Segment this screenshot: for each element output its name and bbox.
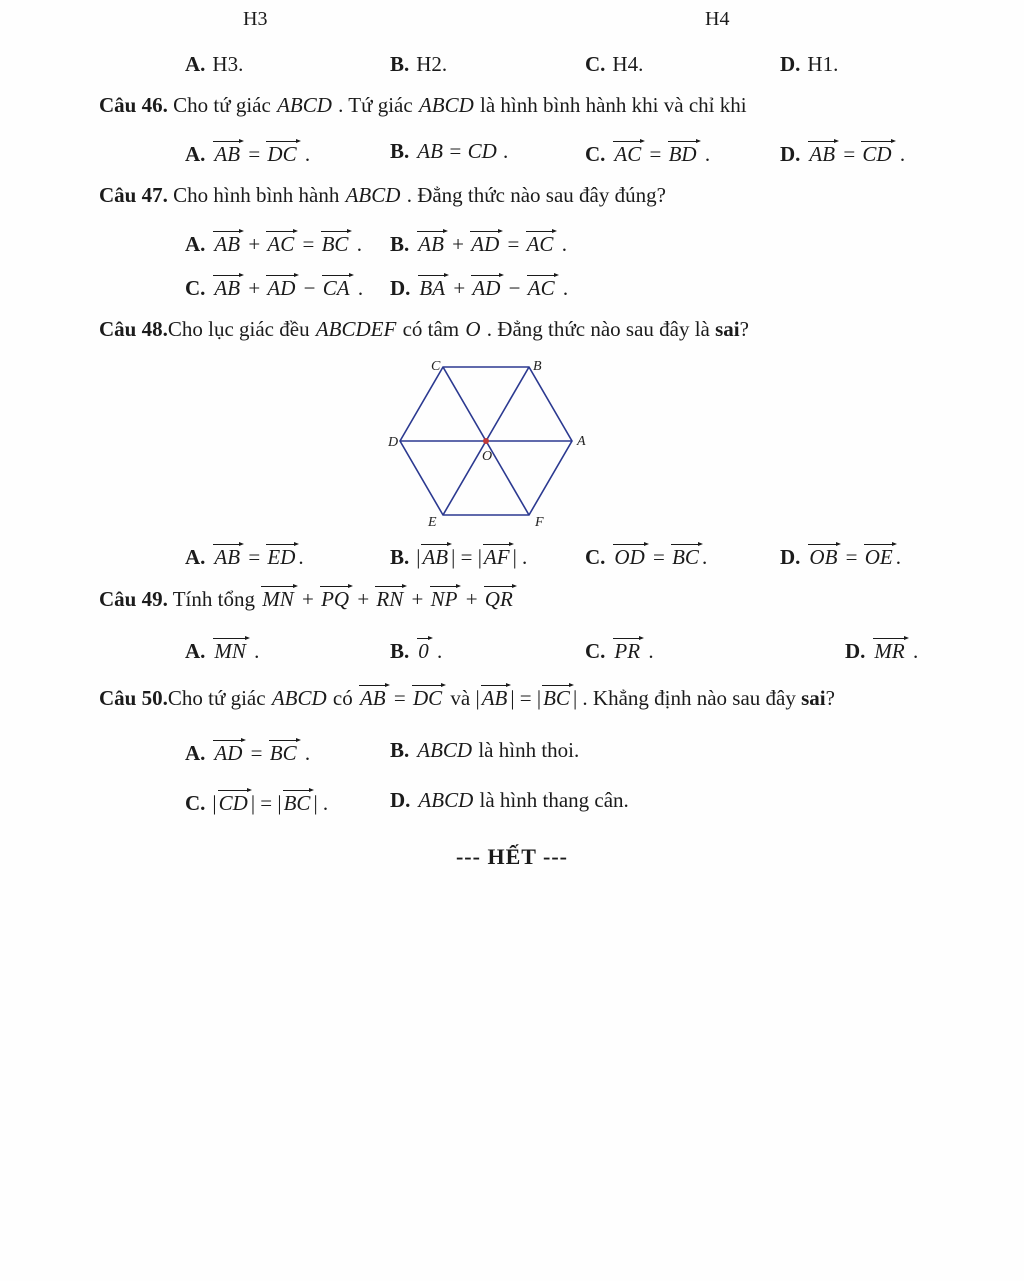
option-48-a xyxy=(185,542,304,570)
question-label: Câu 48. xyxy=(99,317,168,341)
vertex-label-F: F xyxy=(535,515,544,530)
option-prev-b xyxy=(390,52,447,77)
option-letter: B. xyxy=(390,639,410,663)
option-text: AB = CD . xyxy=(807,142,905,166)
option-49-a xyxy=(185,636,259,664)
option-text: H2. xyxy=(416,52,448,76)
option-letter: A. xyxy=(185,142,206,166)
option-letter: A. xyxy=(185,52,206,76)
option-letter: C. xyxy=(185,276,206,300)
question-text: Cho tứ giác ABCD . Tứ giác ABCD là hình bình hành khi và chỉ khi xyxy=(167,93,747,117)
option-text: AD = BC . xyxy=(212,741,310,765)
option-prev-c xyxy=(585,52,643,77)
question-50-options-row2 xyxy=(0,788,1024,832)
option-46-d xyxy=(780,139,905,167)
option-48-b xyxy=(390,542,527,570)
option-letter: A. xyxy=(185,232,206,256)
option-49-b xyxy=(390,636,442,664)
option-text: AB = ED . xyxy=(212,545,303,569)
question-label: Câu 46. xyxy=(99,93,168,117)
option-text: AB = CD . xyxy=(417,139,509,163)
hexagon-vertex-labels xyxy=(388,359,586,530)
figure-label-h4: H4 xyxy=(705,8,730,30)
option-text: H3. xyxy=(212,52,244,76)
question-46-options xyxy=(0,139,1024,183)
option-letter: C. xyxy=(185,791,206,815)
option-text: OD = BC . xyxy=(612,545,707,569)
option-49-d xyxy=(845,636,918,664)
option-letter: D. xyxy=(390,276,411,300)
option-letter: C. xyxy=(585,52,606,76)
option-47-c xyxy=(185,273,363,301)
question-49 xyxy=(99,584,976,613)
figure-label-h3: H3 xyxy=(243,8,268,30)
option-letter: B. xyxy=(390,232,410,256)
option-letter: B. xyxy=(390,738,410,762)
option-letter: D. xyxy=(845,639,866,663)
option-letter: A. xyxy=(185,741,206,765)
option-text: AC = BD . xyxy=(612,142,710,166)
option-letter: B. xyxy=(390,139,410,163)
question-label: Câu 50. xyxy=(99,686,168,710)
option-letter: B. xyxy=(390,52,410,76)
option-46-a xyxy=(185,139,310,167)
option-prev-d xyxy=(780,52,838,77)
option-letter: B. xyxy=(390,545,410,569)
option-47-a xyxy=(185,229,362,257)
option-letter: D. xyxy=(780,142,801,166)
option-text: AB = DC . xyxy=(212,142,310,166)
end-of-exam-marker: --- HẾT --- xyxy=(455,844,569,869)
question-48 xyxy=(99,316,976,343)
option-text: |CD | = |BC | . xyxy=(212,791,328,815)
option-text: ABCD là hình thang cân. xyxy=(418,788,629,812)
question-label: Câu 49. xyxy=(99,587,168,611)
option-text: ABCD là hình thoi. xyxy=(417,738,580,762)
vertex-label-C: C xyxy=(431,359,441,374)
option-text: 0 . xyxy=(416,639,442,663)
option-text: BA + AD − AC . xyxy=(417,276,568,300)
vertex-label-E: E xyxy=(428,515,437,530)
figure-labels-row xyxy=(0,8,1024,52)
option-text: AB + AD = AC . xyxy=(416,232,567,256)
vertex-label-A: A xyxy=(577,434,586,449)
hexagon-figure xyxy=(388,358,588,530)
question-47-options-row1 xyxy=(0,229,1024,273)
vertex-label-B: B xyxy=(533,359,542,374)
vertex-label-D: D xyxy=(388,435,399,450)
option-text: PR . xyxy=(612,639,653,663)
option-50-b xyxy=(390,738,579,763)
option-text: OB = OE . xyxy=(807,545,901,569)
option-letter: A. xyxy=(185,639,206,663)
option-letter: A. xyxy=(185,545,206,569)
option-text: AB + AD − CA . xyxy=(212,276,363,300)
option-text: H1. xyxy=(807,52,839,76)
option-text: MN . xyxy=(212,639,259,663)
option-47-d xyxy=(390,273,568,301)
option-letter: D. xyxy=(390,788,411,812)
option-46-c xyxy=(585,139,710,167)
question-label: Câu 47. xyxy=(99,183,168,207)
option-48-c xyxy=(585,542,707,570)
question-text: Cho hình bình hành ABCD . Đẳng thức nào sau đây đúng? xyxy=(167,183,666,207)
question-50 xyxy=(99,683,976,712)
question-50-options-row1 xyxy=(0,738,1024,782)
question-49-options xyxy=(0,636,1024,680)
option-letter: C. xyxy=(585,545,606,569)
option-50-d xyxy=(390,788,629,813)
option-text: |AB | = |AF | . xyxy=(416,545,527,569)
question-47 xyxy=(99,182,976,209)
option-letter: D. xyxy=(780,545,801,569)
prev-question-options-row xyxy=(0,52,1024,96)
question-text: Cho lục giác đều ABCDEF có tâm O . Đẳng thức nào sau đây là sai? xyxy=(167,317,749,341)
option-48-d xyxy=(780,542,901,570)
question-48-options xyxy=(0,542,1024,586)
center-dot xyxy=(483,438,489,444)
option-46-b xyxy=(390,139,508,164)
option-letter: C. xyxy=(585,142,606,166)
question-47-options-row2 xyxy=(0,273,1024,317)
option-letter: C. xyxy=(585,639,606,663)
option-50-c xyxy=(185,788,328,816)
question-text: Cho tứ giác ABCD có AB = DC và |AB | = |BC | . Khẳng định nào sau đây sai? xyxy=(168,686,835,710)
option-text: MR . xyxy=(872,639,918,663)
option-letter: D. xyxy=(780,52,801,76)
option-prev-a xyxy=(185,52,243,77)
option-text: H4. xyxy=(612,52,644,76)
option-50-a xyxy=(185,738,310,766)
center-label-O: O xyxy=(482,449,493,464)
option-text: AB + AC = BC . xyxy=(212,232,362,256)
question-46 xyxy=(99,92,976,119)
option-49-c xyxy=(585,636,654,664)
question-text: Tính tổng MN + PQ + RN + NP + QR xyxy=(168,587,516,611)
option-47-b xyxy=(390,229,567,257)
